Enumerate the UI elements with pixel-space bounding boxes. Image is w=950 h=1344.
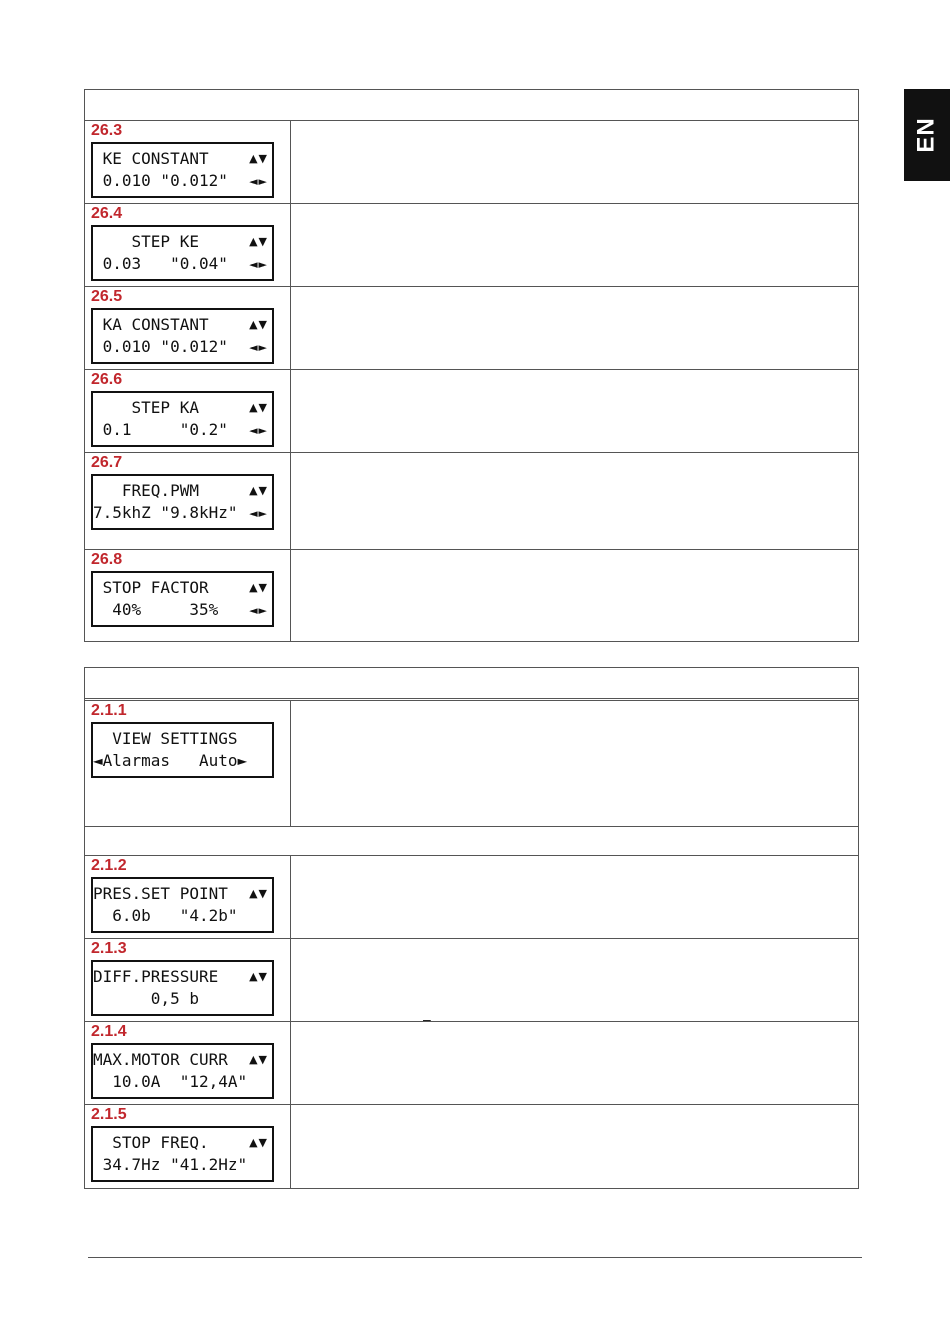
parameter-code: 26.8: [91, 551, 123, 568]
up-down-arrows-icon: ▲▼: [249, 152, 268, 165]
lcd-line-2: ◄Alarmas Auto►: [93, 751, 248, 770]
table-row: [85, 856, 858, 939]
table-row: [85, 204, 858, 287]
table-row: [85, 287, 858, 370]
lcd-line-2: 0.010 "0.012": [93, 171, 228, 190]
up-down-arrows-icon: ▲▼: [249, 1053, 268, 1066]
lcd-display: [91, 474, 274, 530]
up-down-arrows-icon: ▲▼: [249, 235, 268, 248]
description-cell: [291, 701, 858, 826]
language-tab-label: EN: [913, 117, 940, 153]
footer-rule: [88, 1257, 862, 1258]
lcd-line-1: STOP FACTOR: [93, 578, 209, 597]
left-right-arrows-icon: ◄►: [249, 341, 268, 354]
left-right-arrows-icon: ◄►: [249, 424, 268, 437]
lcd-display: [91, 1126, 274, 1182]
lcd-line-1: PRES.SET POINT: [93, 884, 228, 903]
up-down-arrows-icon: ▲▼: [249, 401, 268, 414]
description-cell: [291, 1105, 858, 1188]
left-right-arrows-icon: ◄►: [249, 507, 268, 520]
language-tab[interactable]: [904, 89, 950, 181]
up-down-arrows-icon: ▲▼: [249, 581, 268, 594]
description-cell: [291, 453, 858, 549]
parameter-code: 2.1.5: [91, 1106, 127, 1123]
description-cell: [291, 204, 858, 286]
lcd-line-2: 40% 35%: [93, 600, 219, 619]
parameter-code: 26.5: [91, 288, 123, 305]
parameter-code: 2.1.4: [91, 1023, 127, 1040]
table-header: [85, 90, 858, 121]
lcd-line-1: KE CONSTANT: [93, 149, 209, 168]
lcd-display: [91, 1043, 274, 1099]
lcd-line-2: 0.1 "0.2": [93, 420, 228, 439]
lcd-line-2: 0,5 b: [93, 989, 199, 1008]
table-row: [85, 1022, 858, 1105]
parameter-code: 26.4: [91, 205, 123, 222]
parameter-code: 26.3: [91, 122, 123, 139]
section-divider-row: [85, 827, 858, 856]
table-row: [85, 453, 858, 550]
dash-mark: –: [423, 1011, 431, 1027]
lcd-display: [91, 308, 274, 364]
up-down-arrows-icon: ▲▼: [249, 484, 268, 497]
table-row: [85, 121, 858, 204]
parameter-table-motor: [84, 89, 859, 642]
up-down-arrows-icon: ▲▼: [249, 1136, 268, 1149]
lcd-display: [91, 722, 274, 778]
description-cell: [291, 550, 858, 641]
description-cell: [291, 856, 858, 938]
lcd-display: [91, 877, 274, 933]
lcd-line-1: STEP KE: [93, 232, 199, 251]
lcd-line-2: 6.0b "4.2b": [93, 906, 238, 925]
lcd-line-1: FREQ.PWM: [93, 481, 199, 500]
lcd-line-1: MAX.MOTOR CURR: [93, 1050, 228, 1069]
lcd-line-2: 0.010 "0.012": [93, 337, 228, 356]
description-cell: [291, 939, 858, 1027]
table-row: [85, 370, 858, 453]
lcd-line-1: VIEW SETTINGS: [93, 729, 238, 748]
description-cell: [291, 370, 858, 452]
parameter-code: 26.7: [91, 454, 123, 471]
description-cell: [291, 287, 858, 369]
lcd-line-2: 10.0A "12,4A": [93, 1072, 248, 1091]
left-right-arrows-icon: ◄►: [249, 604, 268, 617]
lcd-line-1: KA CONSTANT: [93, 315, 209, 334]
lcd-line-2: 0.03 "0.04": [93, 254, 228, 273]
parameter-code: 26.6: [91, 371, 123, 388]
lcd-line-1: STEP KA: [93, 398, 199, 417]
left-right-arrows-icon: ◄►: [249, 258, 268, 271]
left-right-arrows-icon: ◄►: [249, 175, 268, 188]
lcd-display: [91, 225, 274, 281]
parameter-code: 2.1.2: [91, 857, 127, 874]
lcd-line-2: 7.5khZ "9.8kHz": [93, 503, 238, 522]
lcd-line-2: 34.7Hz "41.2Hz": [93, 1155, 248, 1174]
table-header: [85, 668, 858, 701]
lcd-display: [91, 142, 274, 198]
up-down-arrows-icon: ▲▼: [249, 887, 268, 900]
table-row: [85, 939, 858, 1027]
parameter-code: 2.1.1: [91, 702, 127, 719]
parameter-code: 2.1.3: [91, 940, 127, 957]
description-cell: [291, 121, 858, 203]
lcd-display: [91, 571, 274, 627]
parameter-table-settings: [84, 667, 859, 1189]
up-down-arrows-icon: ▲▼: [249, 970, 268, 983]
table-row: [85, 1105, 858, 1188]
lcd-display: [91, 391, 274, 447]
lcd-display: [91, 960, 274, 1016]
description-cell: [291, 1022, 858, 1104]
lcd-line-1: STOP FREQ.: [93, 1133, 209, 1152]
table-row: [85, 550, 858, 641]
up-down-arrows-icon: ▲▼: [249, 318, 268, 331]
table-row: [85, 701, 858, 827]
lcd-line-1: DIFF.PRESSURE: [93, 967, 219, 986]
